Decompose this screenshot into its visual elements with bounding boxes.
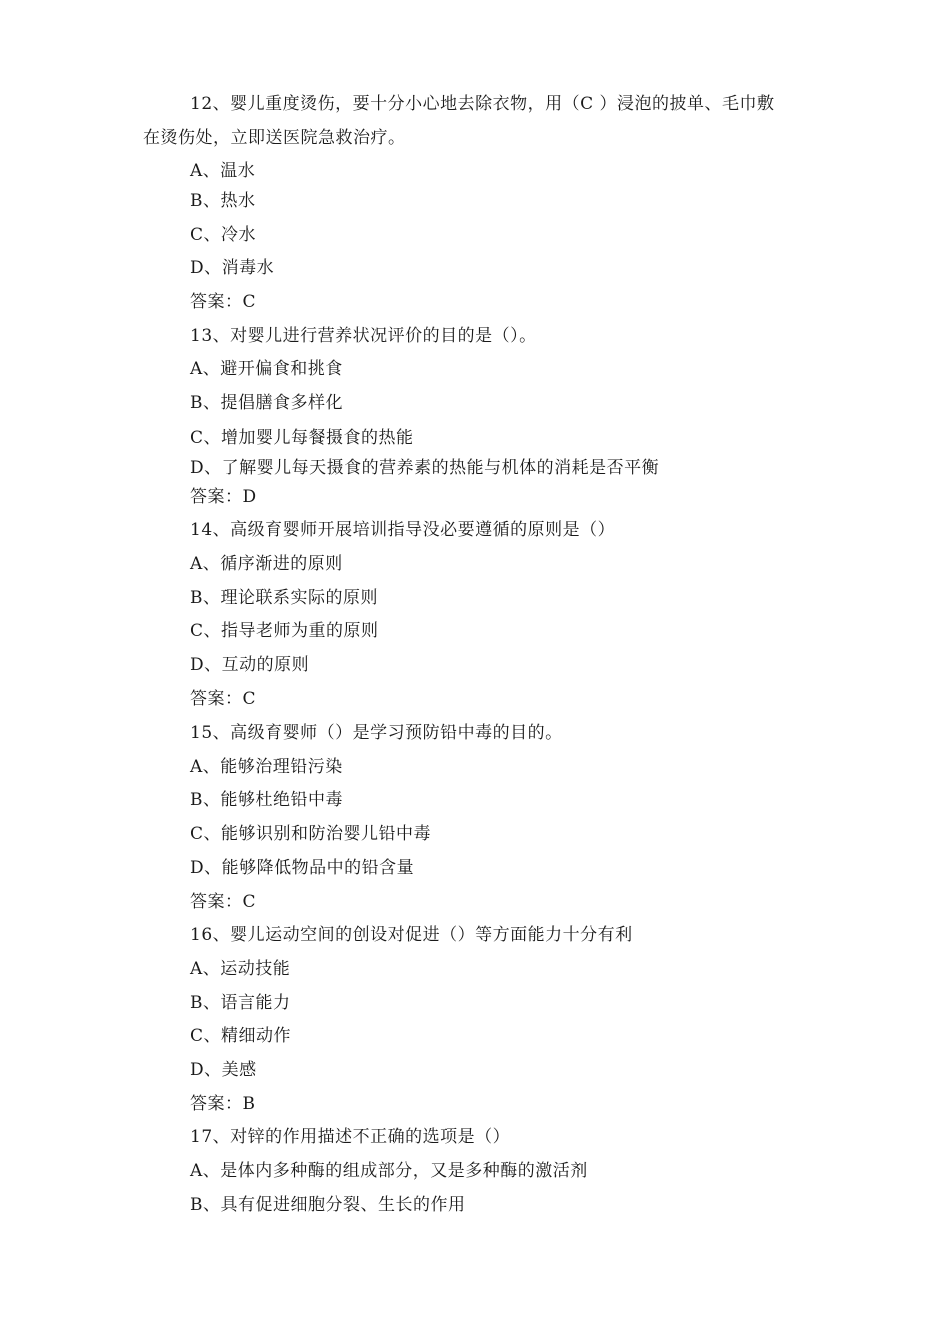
question-12-stem-line1: 12、婴儿重度烫伤，要十分小心地去除衣物，用（C ）浸泡的披单、毛巾敷 (190, 94, 775, 114)
question-13-option-c: C、增加婴儿每餐摄食的热能 (190, 428, 414, 448)
question-13-stem: 13、对婴儿进行营养状况评价的目的是（）。 (190, 326, 537, 346)
question-15-answer: 答案：C (190, 892, 257, 912)
question-15-option-a: A、能够治理铅污染 (190, 757, 343, 777)
question-15-option-d: D、能够降低物品中的铅含量 (190, 858, 415, 878)
question-16-stem: 16、婴儿运动空间的创设对促进（）等方面能力十分有利 (190, 925, 633, 945)
question-14-option-b: B、理论联系实际的原则 (190, 588, 378, 608)
question-15-stem: 15、高级育婴师（）是学习预防铅中毒的目的。 (190, 723, 563, 743)
question-13-option-b: B、提倡膳食多样化 (190, 393, 343, 413)
question-16-option-a: A、运动技能 (190, 959, 291, 979)
question-12-answer: 答案：C (190, 292, 257, 312)
question-16-option-d: D、美感 (190, 1060, 257, 1080)
question-12-option-d: D、消毒水 (190, 258, 275, 278)
question-13-option-a: A、避开偏食和挑食 (190, 359, 343, 379)
question-13-option-d: D、了解婴儿每天摄食的营养素的热能与机体的消耗是否平衡 (190, 458, 660, 478)
question-16-answer: 答案：B (190, 1094, 256, 1114)
question-13-answer: 答案：D (190, 487, 257, 507)
question-17-option-a: A、是体内多种酶的组成部分，又是多种酶的激活剂 (190, 1161, 588, 1181)
question-12-option-a: A、温水 (190, 161, 256, 181)
question-15-option-c: C、能够识别和防治婴儿铅中毒 (190, 824, 432, 844)
question-16-option-b: B、语言能力 (190, 993, 291, 1013)
question-12-option-b: B、热水 (190, 191, 256, 211)
question-12-option-c: C、冷水 (190, 225, 257, 245)
question-12-stem-line2: 在烫伤处，立即送医院急救治疗。 (143, 128, 406, 148)
question-14-stem: 14、高级育婴师开展培训指导没必要遵循的原则是（） (190, 520, 616, 540)
question-14-answer: 答案：C (190, 689, 257, 709)
question-14-option-a: A、循序渐进的原则 (190, 554, 343, 574)
question-14-option-d: D、互动的原则 (190, 655, 310, 675)
question-14-option-c: C、指导老师为重的原则 (190, 621, 379, 641)
question-16-option-c: C、精细动作 (190, 1026, 292, 1046)
question-17-stem: 17、对锌的作用描述不正确的选项是（） (190, 1127, 511, 1147)
question-17-option-b: B、具有促进细胞分裂、生长的作用 (190, 1195, 466, 1215)
question-15-option-b: B、能够杜绝铅中毒 (190, 790, 343, 810)
